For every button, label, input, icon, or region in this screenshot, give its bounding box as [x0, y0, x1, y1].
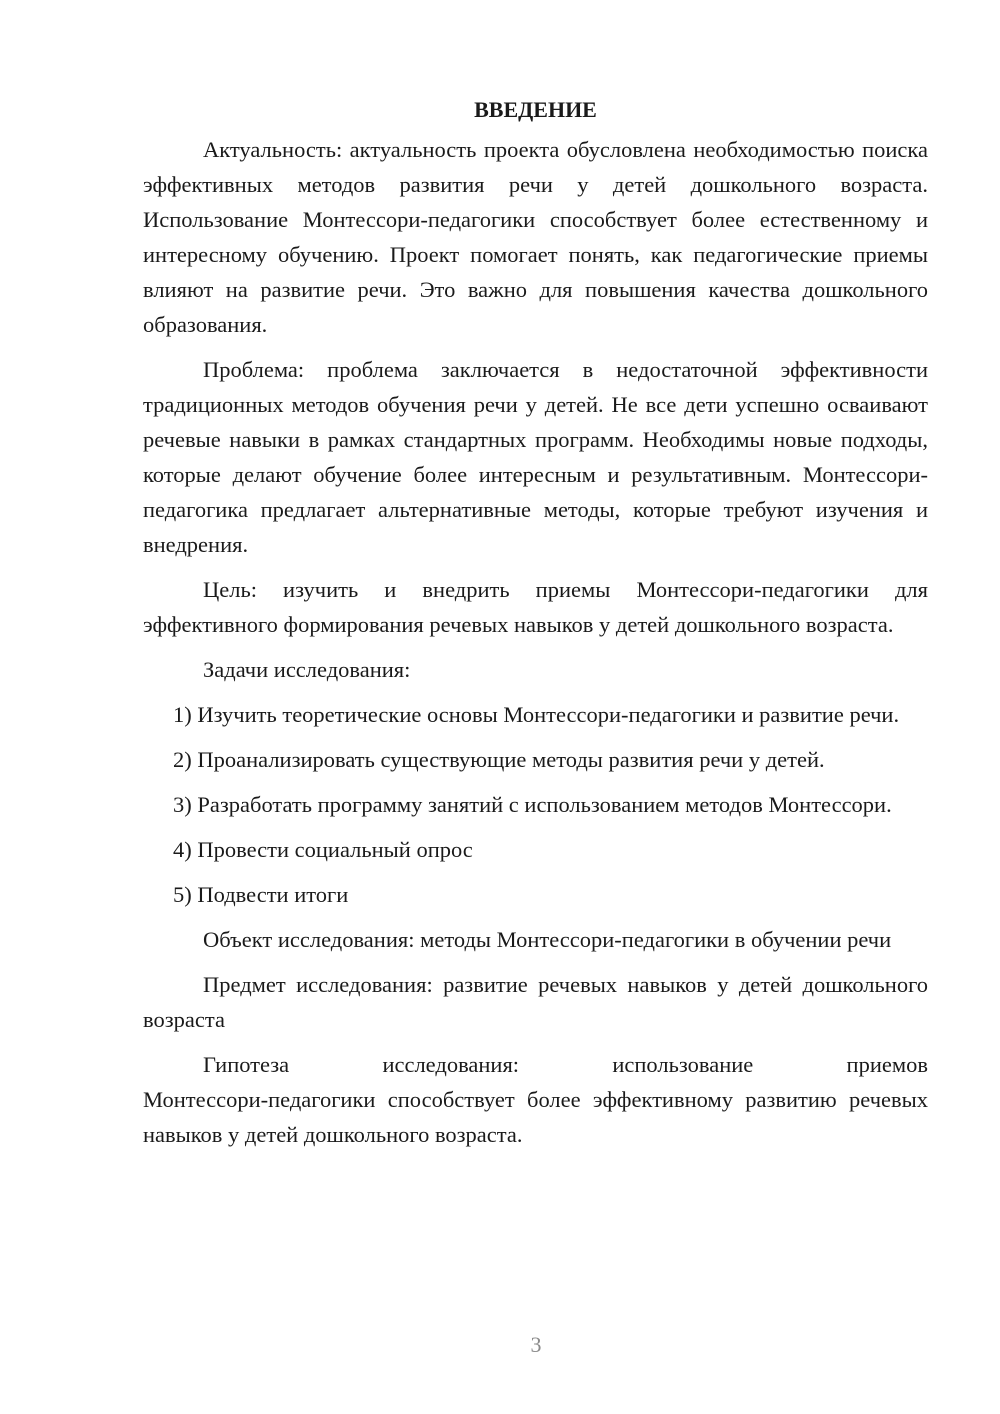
task-item: 4) Провести социальный опрос — [173, 837, 473, 862]
document-page — [143, 92, 928, 1152]
tasks-heading: Задачи исследования: — [203, 657, 411, 682]
task-item: 1) Изучить теоретические основы Монтессори-педагогики и развитие речи. — [173, 702, 900, 727]
problem-paragraph: Проблема: проблема заключается в недостаточной эффективности традиционных методов обучения речи у детей. Не все дети успешно осваивают речевые навыки в рамках стандартных программ. Необходимы новые подходы, которые делают обучение более интересным и результативным. Монтессори-педагогика предлагает альтернативные методы, которые требуют изучения и внедрения. — [143, 357, 928, 557]
subject-paragraph: Предмет исследования: развитие речевых навыков у детей дошкольного возраста — [143, 972, 928, 1032]
page-number: 3 — [530, 1332, 542, 1357]
task-item: 2) Проанализировать существующие методы развития речи у детей. — [173, 747, 825, 772]
hypothesis-word: исследования: — [382, 1052, 520, 1077]
hypothesis-word: использование — [612, 1052, 754, 1077]
task-item: 3) Разработать программу занятий с использованием методов Монтессори. — [173, 792, 892, 817]
hypothesis-word: приемов — [846, 1052, 928, 1077]
object-paragraph: Объект исследования: методы Монтессори-педагогики в обучении речи — [203, 927, 892, 952]
goal-paragraph: Цель: изучить и внедрить приемы Монтессори-педагогики для эффективного формирования речевых навыков у детей дошкольного возраста. — [143, 577, 928, 637]
section-title: ВВЕДЕНИЕ — [474, 97, 597, 122]
hypothesis-first-line — [143, 1047, 928, 1082]
task-item: 5) Подвести итоги — [173, 882, 349, 907]
hypothesis-paragraph — [143, 1047, 928, 1152]
hypothesis-word: Гипотеза — [203, 1052, 290, 1077]
hypothesis-rest: Монтессори-педагогики способствует более эффективному развитию речевых навыков у детей дошкольного возраста. — [143, 1087, 928, 1147]
relevance-paragraph: Актуальность: актуальность проекта обусловлена необходимостью поиска эффективных методов развития речи у детей дошкольного возраста. Использование Монтессори-педагогики способствует более естественному и интересному обучению. Проект помогает понять, как педагогические приемы влияют на развитие речи. Это важно для повышения качества дошкольного образования. — [143, 137, 928, 337]
